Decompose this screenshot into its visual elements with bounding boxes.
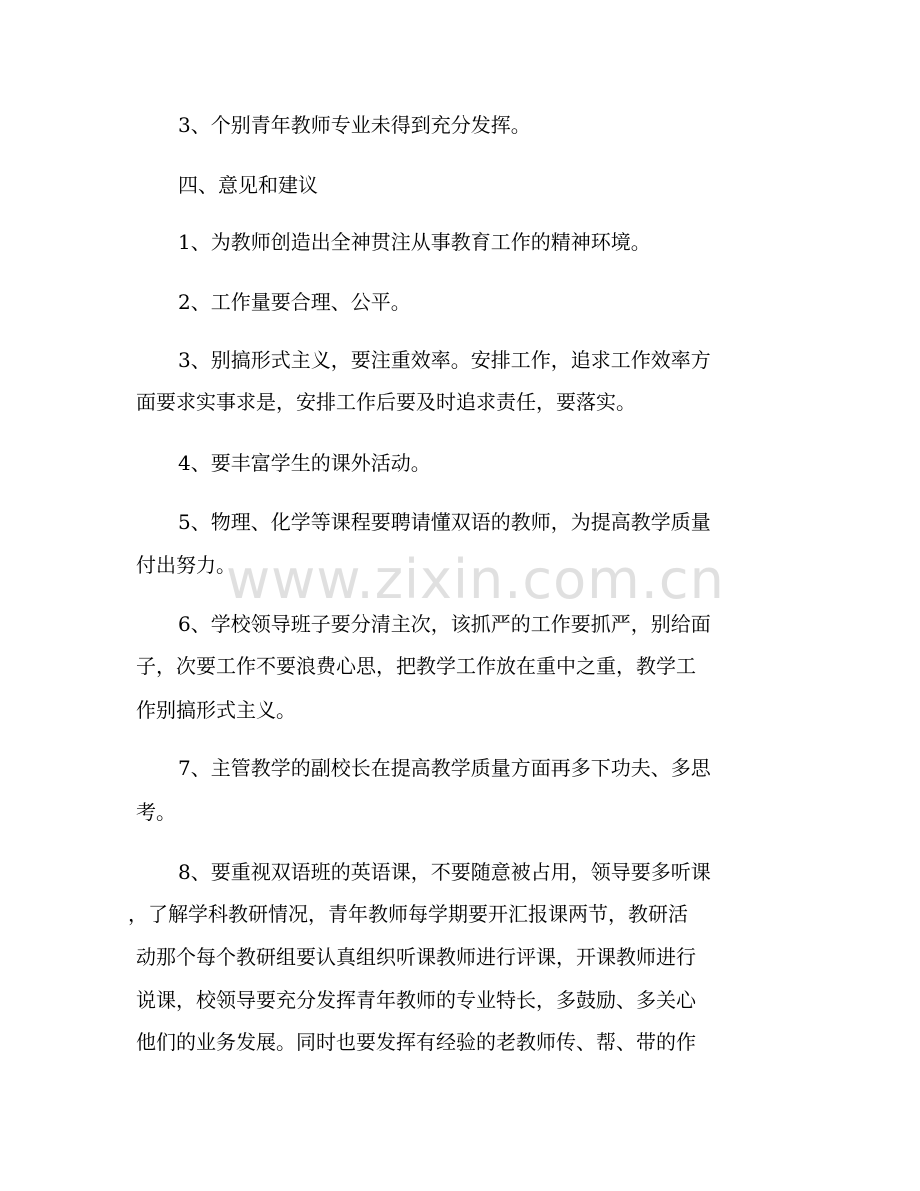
line-text: 面要求实事求是，安排工作后要及时追求责任，要落实。	[136, 390, 636, 414]
paragraph-line	[0, 792, 920, 832]
line-text: 6、学校领导班子要分清主次，该抓严的工作要抓严，别给面	[178, 612, 711, 636]
line-text: 付出努力。	[136, 553, 236, 577]
line-text: 5、物理、化学等课程要聘请懂双语的教师，为提高教学质量	[178, 510, 711, 534]
paragraph-line	[0, 1022, 920, 1062]
line-text: 子，次要工作不要浪费心思，把教学工作放在重中之重，教学工	[136, 654, 696, 678]
paragraph-line	[0, 852, 920, 892]
watermark-text: www.zixin.com.cn	[226, 548, 725, 611]
paragraph-line	[0, 937, 920, 977]
line-text: 他们的业务发展。同时也要发挥有经验的老教师传、帮、带的作	[136, 1030, 696, 1054]
paragraph-line	[0, 545, 920, 585]
paragraph-line	[0, 443, 920, 483]
line-text: 考。	[136, 800, 176, 824]
paragraph-line	[0, 646, 920, 686]
paragraph-line	[0, 502, 920, 542]
line-text: 1、为教师创造出全神贯注从事教育工作的精神环境。	[178, 230, 651, 254]
line-text: 7、主管教学的副校长在提高教学质量方面再多下功夫、多思	[178, 756, 711, 780]
paragraph-line	[0, 894, 920, 934]
paragraph-line	[0, 980, 920, 1020]
paragraph-line	[0, 340, 920, 380]
line-text: 4、要丰富学生的课外活动。	[178, 451, 431, 475]
paragraph-line	[0, 222, 920, 262]
paragraph-line	[0, 382, 920, 422]
paragraph-line	[0, 748, 920, 788]
line-text: 说课，校领导要充分发挥青年教师的专业特长，多鼓励、多关心	[136, 988, 696, 1012]
line-text: 3、个别青年教师专业未得到充分发挥。	[178, 113, 531, 137]
line-text: 3、别搞形式主义，要注重效率。安排工作，追求工作效率方	[178, 348, 711, 372]
paragraph-line	[0, 604, 920, 644]
paragraph-line	[0, 690, 920, 730]
line-text: 动那个每个教研组要认真组织听课教师进行评课，开课教师进行	[136, 945, 696, 969]
section-heading	[0, 165, 920, 205]
section-heading-text: 四、意见和建议	[178, 173, 318, 197]
line-text: 2、工作量要合理、公平。	[178, 290, 411, 314]
paragraph-line	[0, 105, 920, 145]
line-text: ，了解学科教研情况，青年教师每学期要开汇报课两节，教研活	[128, 902, 688, 926]
line-text: 8、要重视双语班的英语课，不要随意被占用，领导要多听课	[178, 860, 711, 884]
line-text: 作别搞形式主义。	[136, 698, 296, 722]
paragraph-line	[0, 282, 920, 322]
